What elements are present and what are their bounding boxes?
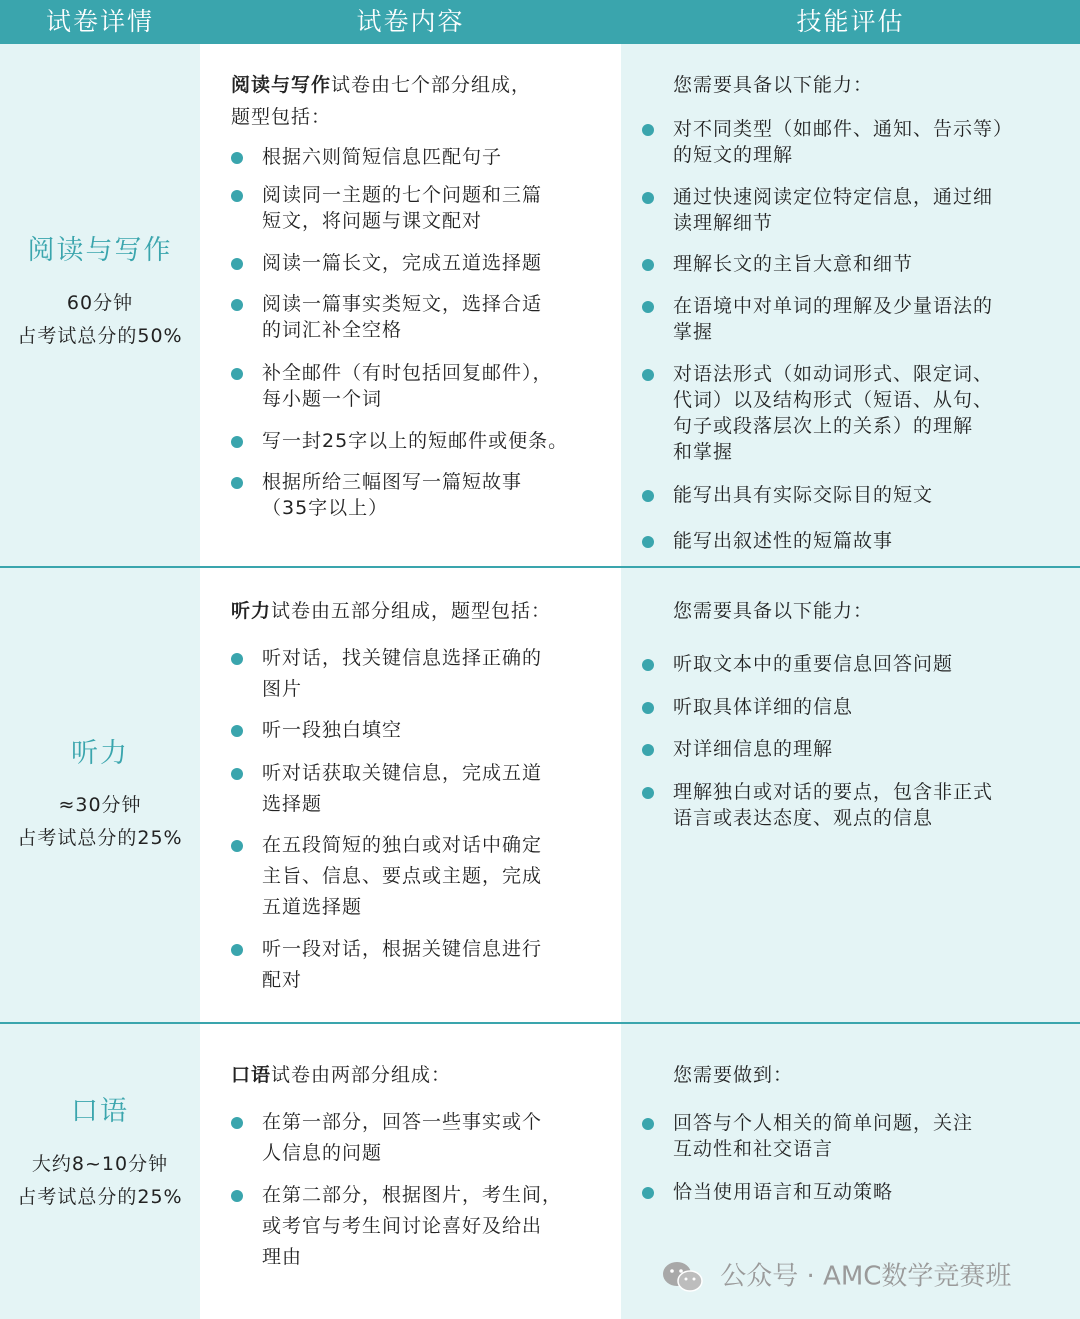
section-duration: 大约8~10分钟	[31, 1153, 169, 1175]
row-divider	[0, 566, 1080, 568]
skill-item: 对不同类型（如邮件、通知、告示等） 的短文的理解	[673, 116, 1065, 168]
section-weight: 占考试总分的25%	[17, 1186, 183, 1208]
skill-item: 能写出具有实际交际目的短文	[673, 482, 1065, 508]
list-item: 根据六则简短信息匹配句子	[262, 144, 607, 170]
section-meta	[0, 789, 200, 855]
bullet-icon	[231, 840, 243, 852]
list-item: 根据所给三幅图写一篇短故事 （35字以上）	[262, 469, 607, 521]
bullet-icon	[642, 787, 654, 799]
list-item: 阅读同一主题的七个问题和三篇 短文，将问题与课文配对	[262, 182, 607, 234]
skill-item: 听取具体详细的信息	[673, 694, 1065, 720]
skill-item: 能写出叙述性的短篇故事	[673, 528, 1065, 554]
intro-line2: 题型包括：	[231, 106, 332, 128]
section-meta	[0, 1148, 200, 1214]
section-intro	[231, 1059, 601, 1091]
list-item: 补全邮件（有时包括回复邮件）， 每小题一个词	[262, 360, 607, 412]
bullet-icon	[231, 477, 243, 489]
wechat-icon	[662, 1260, 704, 1294]
section-weight: 占考试总分的25%	[17, 827, 183, 849]
skill-item: 在语境中对单词的理解及少量语法的 掌握	[673, 293, 1065, 345]
bullet-icon	[642, 659, 654, 671]
bullet-icon	[231, 1190, 243, 1202]
bullet-icon	[231, 1117, 243, 1129]
header-skills: 技能评估	[796, 7, 905, 36]
intro-bold: 口语	[231, 1064, 272, 1086]
skill-item: 通过快速阅读定位特定信息，通过细 读理解细节	[673, 184, 1065, 236]
row-divider	[0, 1022, 1080, 1024]
skills-intro: 您需要具备以下能力：	[673, 600, 874, 622]
list-item: 在第一部分，回答一些事实或个 人信息的问题	[262, 1107, 607, 1169]
bullet-icon	[642, 1187, 654, 1199]
intro-text: 试卷由五部分组成，题型包括：	[271, 600, 552, 622]
section-meta	[0, 287, 200, 353]
bullet-icon	[642, 490, 654, 502]
list-item: 在五段简短的独白或对话中确定 主旨、信息、要点或主题，完成 五道选择题	[262, 830, 607, 923]
list-item: 听对话获取关键信息，完成五道 选择题	[262, 758, 607, 820]
list-item: 阅读一篇长文，完成五道选择题	[262, 250, 607, 276]
watermark-text: 公众号 · AMC数学竞赛班	[720, 1261, 1012, 1292]
section-title: 口语	[71, 1096, 129, 1127]
bullet-icon	[642, 369, 654, 381]
skill-item: 理解长文的主旨大意和细节	[673, 251, 1065, 277]
skills-intro: 您需要具备以下能力：	[673, 74, 874, 96]
list-item: 写一封25字以上的短邮件或便条。	[262, 428, 607, 454]
intro-bold: 听力	[231, 600, 272, 622]
section-duration: ≈30分钟	[58, 794, 142, 816]
bullet-icon	[231, 725, 243, 737]
list-item: 在第二部分，根据图片，考生间， 或考官与考生间讨论喜好及给出 理由	[262, 1180, 607, 1273]
bullet-icon	[231, 653, 243, 665]
list-item: 听一段对话，根据关键信息进行 配对	[262, 934, 607, 996]
section-duration: 60分钟	[66, 292, 134, 314]
intro-text: 试卷由七个部分组成，	[331, 74, 532, 96]
bullet-icon	[642, 192, 654, 204]
section-intro	[231, 69, 601, 133]
table-header	[0, 0, 1080, 44]
watermark	[662, 1258, 1062, 1294]
section-title: 听力	[71, 738, 129, 769]
list-item: 听一段独白填空	[262, 715, 607, 746]
section-intro	[231, 595, 601, 627]
section-weight: 占考试总分的50%	[17, 325, 183, 347]
intro-text: 试卷由两部分组成：	[271, 1064, 452, 1086]
bullet-icon	[231, 152, 243, 164]
bullet-icon	[231, 190, 243, 202]
header-content: 试卷内容	[356, 7, 465, 36]
skill-item: 听取文本中的重要信息回答问题	[673, 651, 1065, 677]
skills-intro: 您需要做到：	[673, 1064, 794, 1086]
bullet-icon	[642, 702, 654, 714]
bullet-icon	[231, 299, 243, 311]
bullet-icon	[642, 301, 654, 313]
skill-item: 对语法形式（如动词形式、限定词、 代词）以及结构形式（短语、从句、 句子或段落层次上的关系）的理解 和掌握	[673, 361, 1065, 465]
skill-item: 对详细信息的理解	[673, 736, 1065, 762]
bullet-icon	[642, 259, 654, 271]
skill-item: 恰当使用语言和互动策略	[673, 1179, 1065, 1205]
list-item: 听对话，找关键信息选择正确的 图片	[262, 643, 607, 705]
bullet-icon	[231, 768, 243, 780]
intro-bold: 阅读与写作	[231, 74, 332, 96]
header-details: 试卷详情	[45, 7, 154, 36]
bullet-icon	[231, 368, 243, 380]
bullet-icon	[642, 744, 654, 756]
list-item: 阅读一篇事实类短文，选择合适 的词汇补全空格	[262, 291, 607, 343]
bullet-icon	[642, 124, 654, 136]
bullet-icon	[231, 944, 243, 956]
bullet-icon	[231, 258, 243, 270]
bullet-icon	[642, 536, 654, 548]
skill-item: 回答与个人相关的简单问题，关注 互动性和社交语言	[673, 1110, 1065, 1162]
bullet-icon	[231, 436, 243, 448]
section-title: 阅读与写作	[27, 235, 173, 266]
bullet-icon	[642, 1118, 654, 1130]
skill-item: 理解独白或对话的要点，包含非正式 语言或表达态度、观点的信息	[673, 779, 1065, 831]
